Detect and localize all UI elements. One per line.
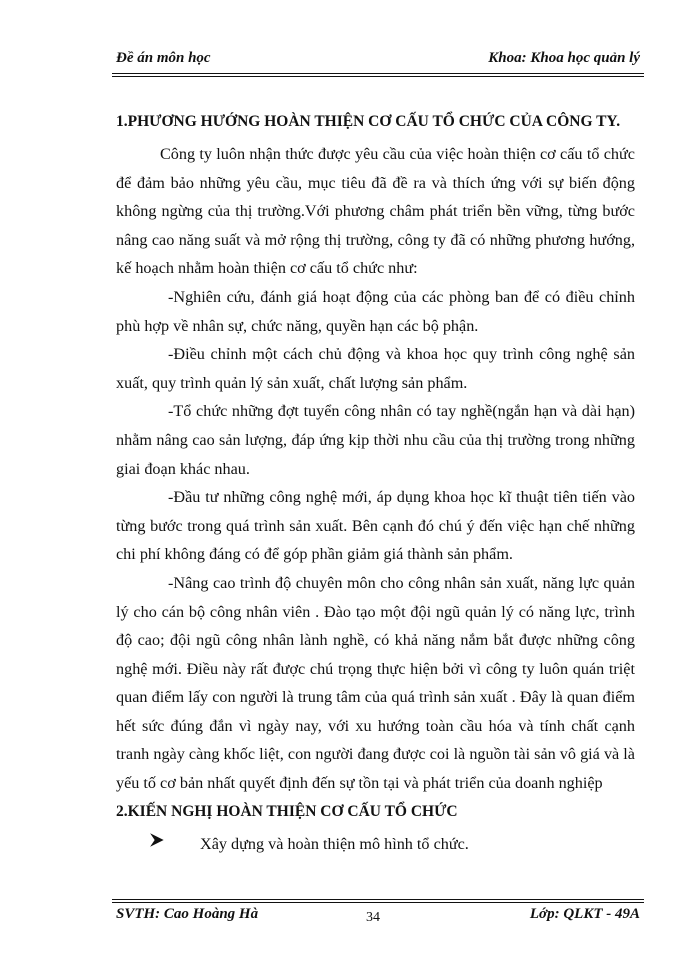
header-faculty: Khoa: Khoa học quản lý [488,50,640,66]
page-footer [116,906,640,928]
list-item: -Nghiên cứu, đánh giá hoạt động của các phòng ban để có điều chỉnh phù hợp về nhân sự, chức năng, quyền hạn các bộ phận. [116,287,635,335]
page-header [116,50,640,72]
header-divider [112,73,644,77]
document-body [116,110,635,860]
arrow-bullet-icon [150,830,164,859]
list-item: -Điều chỉnh một cách chủ động và khoa học quy trình công nghệ sản xuất, quy trình quản lý sản xuất, chất lượng sản phẩm. [116,345,635,392]
header-course-title: Đề án môn học [116,50,211,66]
section-1-heading: 1.PHƯƠNG HƯỚNG HOÀN THIỆN CƠ CẤU TỔ CHỨC CỦA CÔNG TY. [116,113,621,130]
list-item [116,830,635,860]
list-item-text: Xây dựng và hoàn thiện mô hình tổ chức. [200,834,469,853]
section-2-heading: 2.KIẾN NGHỊ HOÀN THIỆN CƠ CẤU TỔ CHỨC [116,802,458,820]
footer-divider [112,899,644,903]
section-1-intro: Công ty luôn nhận thức được yêu cầu của việc hoàn thiện cơ cấu tổ chức để đảm bảo những yêu cầu, mục tiêu đã đề ra và thích ứng với sự biến động không ngừng của thị trường.Với phương châm phát triển bền vững, từng bước nâng cao năng suất và mở rộng thị trường, công ty đã có những phương hướng, kế hoạch nhằm hoàn thiện cơ cấu tổ chức như: [116,145,635,278]
list-item: -Tổ chức những đợt tuyển công nhân có tay nghề(ngắn hạn và dài hạn) nhằm nâng cao sản lượng, đáp ứng kịp thời nhu cầu của thị trường trong những giai đoạn khác nhau. [116,402,635,478]
footer-class: Lớp: QLKT - 49A [529,906,640,922]
list-item: -Nâng cao trình độ chuyên môn cho công nhân sản xuất, năng lực quản lý cho cán bộ công nhân viên . Đào tạo một đội ngũ quản lý có năng lực, trình độ cao; đội ngũ công nhân lành nghề, có khả năng nắm bắt được những công nghệ mới. Điều này rất được chú trọng thực hiện bởi vì công ty luôn quán triệt quan điểm lấy con người là trung tâm của quá trình sản xuất . Đây là quan điểm hết sức đúng đắn vì ngày nay, với xu hướng toàn cầu hóa và tính chất cạnh tranh ngày càng khốc liệt, con người đang được coi là nguồn tài sản vô giá và là yếu tố cơ bản nhất quyết định đến sự tồn tại và phát triển của doanh nghiệp [116,573,635,793]
page-number: 34 [366,910,380,925]
list-item: -Đầu tư những công nghệ mới, áp dụng khoa học kĩ thuật tiên tiến vào từng bước trong quá trình sản xuất. Bên cạnh đó chú ý đến việc hạn chế những chi phí không đáng có để góp phần giảm giá thành sản phẩm. [116,488,635,564]
footer-student: SVTH: Cao Hoàng Hà [116,906,259,922]
